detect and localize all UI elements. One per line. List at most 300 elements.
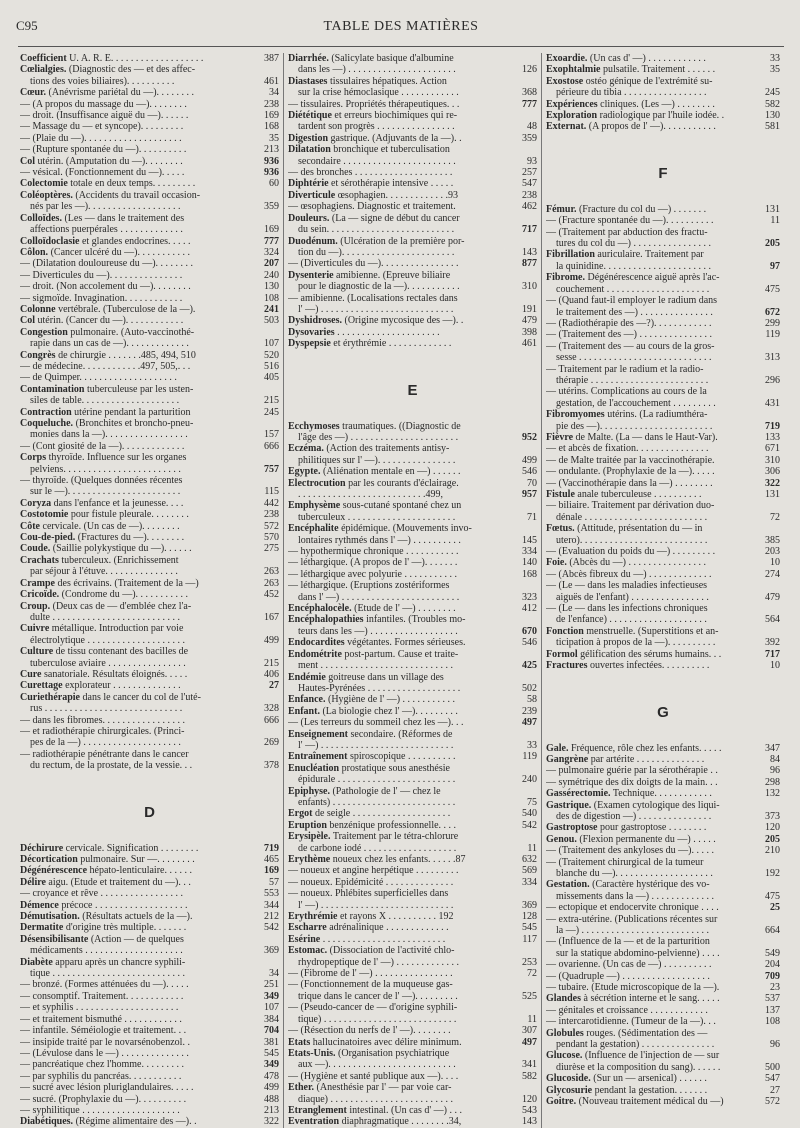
index-entry <box>20 749 279 760</box>
page-ref: 107 <box>264 338 279 350</box>
page-ref: 143 <box>522 246 537 258</box>
index-entry <box>20 498 279 509</box>
entry-text: missements dans la —) . . . . . . . . . . . . . <box>556 890 715 902</box>
page-ref: 70 <box>527 477 537 489</box>
entry-text: l' —) . . . . . . . . . . . . . . . . . . . . . . . . . . . <box>298 303 454 315</box>
entry-text: — (Traitement des — au cours de la gros- <box>546 340 715 352</box>
index-entry <box>20 1071 279 1082</box>
entry-text: Expériences cliniques. (Les —) . . . . . . . . <box>546 98 715 110</box>
index-entry <box>288 327 537 338</box>
section-letter: G <box>657 703 669 721</box>
page-ref: 516 <box>264 360 279 372</box>
index-entry <box>288 808 537 819</box>
page-ref: 72 <box>527 968 537 980</box>
entry-text: Exoardie. (Un cas d' —) . . . . . . . . . . . . <box>546 53 706 64</box>
page-ref: 546 <box>522 466 537 478</box>
entry-headword: Erysipèle. <box>288 831 331 843</box>
entry-text: Diabétiques. (Régime alimentaire des —). . <box>20 1116 197 1128</box>
page-ref: 57 <box>269 876 279 888</box>
entry-text: Erythème noueux chez les enfants. . . . . .87 <box>288 854 466 865</box>
entry-text: siles de table. . . . . . . . . . . . . . . . . . . . <box>30 395 180 407</box>
page-ref: 479 <box>522 315 537 327</box>
page-ref: 431 <box>765 397 780 409</box>
entry-text: pes de la —) . . . . . . . . . . . . . . . . . . . . <box>30 737 181 749</box>
index-entry <box>288 178 537 189</box>
page-ref: 547 <box>522 178 537 190</box>
index-entry <box>20 258 279 269</box>
index-entry <box>20 87 279 98</box>
index-entry <box>288 603 537 614</box>
page-ref: 168 <box>522 568 537 580</box>
index-entry-continuation <box>20 658 279 669</box>
index-entry <box>20 110 279 121</box>
page-ref: 192 <box>765 867 780 879</box>
page-header <box>16 18 786 46</box>
entry-headword: Côlon. <box>20 246 49 258</box>
index-entry <box>546 227 780 238</box>
page-ref: 497 <box>522 717 537 729</box>
index-entry <box>20 452 279 463</box>
index-entry <box>288 293 537 304</box>
entry-text: — infantile. Séméiologie et traitement. . . <box>20 1025 187 1037</box>
entry-text: Ergot de seigle . . . . . . . . . . . . . . . . . . . . <box>288 808 451 820</box>
page-ref: 60 <box>269 178 279 190</box>
index-entry <box>20 877 279 888</box>
index-entry <box>20 372 279 383</box>
index-entry <box>546 777 780 788</box>
index-entry <box>546 857 780 868</box>
page-ref: 499 <box>522 454 537 466</box>
entry-headword: Déchirure <box>20 842 64 854</box>
index-entry <box>546 834 780 845</box>
index-entry <box>288 258 537 269</box>
entry-text: — (Hygiène et santé publique aux —). . . . <box>288 1070 459 1082</box>
entry-headword: Eventration <box>288 1116 340 1128</box>
index-entry <box>20 236 279 247</box>
page-ref: 478 <box>264 1070 279 1082</box>
entry-text: — bronzé. (Formes atténuées du —). . . . . <box>20 979 189 991</box>
entry-text: périeure du tibia . . . . . . . . . . . . . . . . . <box>556 87 707 99</box>
entry-headword: Cricoïde. <box>20 589 60 601</box>
entry-text: Endémie goitreuse dans un village des <box>288 671 444 683</box>
page-ref: 757 <box>264 463 279 475</box>
index-entry <box>20 578 279 589</box>
entry-text: Cou-de-pied. (Fractures du —). . . . . . . . <box>20 532 185 544</box>
entry-text: — sucré avec lésion pluriglandulaires. . . . . <box>20 1082 194 1094</box>
index-entry <box>546 500 780 511</box>
index-entry <box>288 1105 537 1116</box>
entry-text: dans l' —) . . . . . . . . . . . . . . . . . . . . . . . . <box>298 591 460 603</box>
entry-text: pendant la gestation) . . . . . . . . . . . . . . . <box>556 1039 715 1051</box>
entry-headword: Enseignement <box>288 728 348 740</box>
entry-text: Fémur. (Fracture du col du —) . . . . . . . <box>546 203 707 215</box>
page-ref: 540 <box>522 808 537 820</box>
entry-headword: Dilatation <box>288 144 331 156</box>
entry-text: Délire aigu. (Etude et traitement du —). . . <box>20 876 191 888</box>
index-entry-continuation <box>288 1014 537 1025</box>
entry-text: Cœur. (Anévrisme pariétal du —). . . . . . . . <box>20 87 195 99</box>
entry-headword: Goitre. <box>546 1096 577 1108</box>
entry-headword: Exploration <box>546 110 598 122</box>
index-entry-continuation <box>288 489 537 500</box>
index-entry <box>20 623 279 634</box>
page-ref: 205 <box>765 833 780 845</box>
page-ref: 215 <box>264 657 279 669</box>
entry-text: — (Radiothérapie des —?). . . . . . . . . . . . <box>546 317 712 329</box>
index-entry <box>288 751 537 762</box>
entry-headword: Etats <box>288 1036 311 1048</box>
entry-text: Encéphalocèle. (Etude de l' —) . . . . . . . . <box>288 603 456 615</box>
entry-text: blanche du —). . . . . . . . . . . . . . . . . . . . <box>556 867 713 879</box>
index-entry-continuation <box>546 398 780 409</box>
entry-text: aux —). . . . . . . . . . . . . . . . . . . . . . . . . . <box>298 1059 456 1071</box>
index-entry <box>20 979 279 990</box>
entry-text: ticipation à propos de la —). . . . . . . . . . <box>556 637 716 649</box>
entry-text: — (Fracture spontanée du —). . . . . . . . . . <box>546 215 714 227</box>
entry-headword: Colloïdes. <box>20 212 62 224</box>
page-ref: 461 <box>522 338 537 350</box>
index-entry <box>288 649 537 660</box>
index-entry <box>20 1116 279 1127</box>
entry-text: enfants) . . . . . . . . . . . . . . . . . . . . . . . . . <box>298 796 456 808</box>
index-entry-continuation <box>288 843 537 854</box>
page-ref: 168 <box>264 121 279 133</box>
index-entry <box>288 717 537 728</box>
entry-headword: Egypte. <box>288 466 321 478</box>
page-ref: 475 <box>765 283 780 295</box>
entry-text: — Diverticules du —). . . . . . . . . . . . . . . <box>20 269 183 281</box>
index-columns <box>16 47 786 1128</box>
index-entry <box>288 922 537 933</box>
page-ref: 133 <box>765 431 780 443</box>
entry-text: dans les —) . . . . . . . . . . . . . . . . . . . . . . <box>298 64 456 76</box>
entry-headword: Cure <box>20 668 42 680</box>
index-entry-continuation <box>546 375 780 386</box>
index-entry <box>288 706 537 717</box>
entry-headword: Fibromyomes <box>546 409 605 421</box>
entry-text: — (Fibrome de l' —) . . . . . . . . . . . . . . . . <box>288 968 453 980</box>
index-entry <box>20 521 279 532</box>
entry-text: utero). . . . . . . . . . . . . . . . . . . . . . . . . . <box>556 534 708 546</box>
page-number: C95 <box>16 18 38 33</box>
entry-text: — (Traitement chirurgical de la tumeur <box>546 856 704 868</box>
entry-text: dénale . . . . . . . . . . . . . . . . . . . . . . . . . <box>556 511 708 523</box>
index-entry <box>546 982 780 993</box>
page-ref: 213 <box>264 144 279 156</box>
index-entry <box>288 1071 537 1082</box>
entry-text: de carbone iodé . . . . . . . . . . . . . . . . . . . <box>298 842 457 854</box>
entry-text: Globules rouges. (Sédimentation des — <box>546 1027 708 1039</box>
index-entry <box>20 1105 279 1116</box>
entry-headword: Délire <box>20 876 46 888</box>
page-ref: 97 <box>770 260 780 272</box>
page-ref: 298 <box>765 776 780 788</box>
page-ref: 520 <box>264 349 279 361</box>
index-entry-continuation <box>288 156 537 167</box>
entry-text: Cœlialgies. (Diagnostic des — et des affec- <box>20 64 196 76</box>
entry-text: trique dans le cancer de l' —). . . . . . . . . <box>298 990 458 1002</box>
index-entry <box>288 694 537 705</box>
page-ref: 368 <box>522 87 537 99</box>
page-ref: 132 <box>765 788 780 800</box>
page-ref: 385 <box>765 534 780 546</box>
page-ref: 34 <box>269 968 279 980</box>
page-ref: 25 <box>770 902 780 914</box>
entry-text: Démutisation. (Résultats actuels de la —). <box>20 911 193 923</box>
entry-headword: Fibrome. <box>546 272 585 284</box>
index-entry <box>546 53 780 64</box>
entry-text: Corps thyroïde. Influence sur les organes <box>20 452 187 464</box>
entry-text: — droit. (Insuffisance aiguë du —). . . . . . <box>20 110 189 122</box>
page-ref: 569 <box>522 865 537 877</box>
entry-headword: Dyspepsie <box>288 338 331 350</box>
entry-headword: Culture <box>20 646 54 658</box>
entry-headword: Gassérectomie. <box>546 788 611 800</box>
index-entry <box>546 569 780 580</box>
entry-text: Gale. Fréquence, rôle chez les enfants. . . . . <box>546 742 722 754</box>
page-ref: 373 <box>765 810 780 822</box>
entry-text: Fonction menstruelle. (Superstitions et an- <box>546 625 719 637</box>
entry-headword: Coude. <box>20 543 51 555</box>
page-ref: 717 <box>765 648 780 660</box>
section-letter: D <box>144 803 155 821</box>
page-ref: 322 <box>765 477 780 489</box>
entry-headword: Endocardites <box>288 637 345 649</box>
entry-headword: Genou. <box>546 833 577 845</box>
entry-text: électrolytique . . . . . . . . . . . . . . . . . . . . <box>30 634 185 646</box>
entry-text: Endocardites végétantes. Formes sérieuses. <box>288 637 466 649</box>
page-ref: 117 <box>522 933 537 945</box>
entry-text: Enfance. (Hygiène de l' —) . . . . . . . . . . . <box>288 694 456 706</box>
index-entry <box>546 788 780 799</box>
page-ref: 582 <box>522 1070 537 1082</box>
index-entry <box>20 957 279 968</box>
page-ref: 48 <box>527 121 537 133</box>
entry-headword: Ecchymoses <box>288 420 340 432</box>
index-entry <box>20 854 279 865</box>
index-entry <box>546 936 780 947</box>
index-entry <box>546 432 780 443</box>
entry-text: — (A propos du massage du —). . . . . . . . <box>20 98 187 110</box>
entry-headword: Glucoside. <box>546 1073 591 1085</box>
index-entry-continuation <box>546 811 780 822</box>
entry-headword: Erythrémie <box>288 911 338 923</box>
index-entry <box>546 822 780 833</box>
entry-text: Duodénum. (Ulcération de la première por- <box>288 235 465 247</box>
index-entry <box>288 190 537 201</box>
page-ref: 245 <box>765 87 780 99</box>
entry-text: Exostose ostéo génique de l'extrémité su- <box>546 75 713 87</box>
entry-headword: Electrocution <box>288 477 346 489</box>
index-entry <box>20 911 279 922</box>
page-ref: 542 <box>264 922 279 934</box>
entry-headword: Ether. <box>288 1082 315 1094</box>
entry-text: — pancréatique chez l'homme. . . . . . . . . <box>20 1059 184 1071</box>
entry-text: tuberculeux . . . . . . . . . . . . . . . . . . . . . . <box>298 511 456 523</box>
entry-headword: Contamination <box>20 383 85 395</box>
index-entry-continuation <box>546 307 780 318</box>
page-ref: 670 <box>522 625 537 637</box>
index-entry-continuation <box>288 64 537 75</box>
page-ref: 398 <box>522 326 537 338</box>
entry-text: Dysovaries . . . . . . . . . . . . . . . . . . . . . <box>288 326 440 338</box>
entry-text: pelviens. . . . . . . . . . . . . . . . . . . . . . . . <box>30 463 181 475</box>
index-entry <box>546 649 780 660</box>
page-ref: 461 <box>264 75 279 87</box>
page-ref: 582 <box>765 98 780 110</box>
entry-headword: Glandes <box>546 993 582 1005</box>
index-entry <box>288 213 537 224</box>
entry-text: tardent son progrès . . . . . . . . . . . . . . . . <box>298 121 455 133</box>
entry-text: Fibromyomes utérins. (La radiumthéra- <box>546 409 708 421</box>
index-entry <box>546 329 780 340</box>
entry-headword: Epiphyse. <box>288 785 330 797</box>
page-ref: 72 <box>770 511 780 523</box>
index-entry <box>546 557 780 568</box>
entry-headword: Fibrillation <box>546 249 595 261</box>
entry-text: — tissulaires. Propriétés thérapeutiques. . . <box>288 98 460 110</box>
page-ref: 572 <box>264 520 279 532</box>
page-ref: 10 <box>770 557 780 569</box>
entry-headword: Coefficient <box>20 53 67 64</box>
entry-text: Cure sanatoriale. Résultats éloignés. . . . . <box>20 668 188 680</box>
index-entry <box>20 900 279 911</box>
entry-text: Démence précoce . . . . . . . . . . . . . . . . . . . <box>20 899 188 911</box>
index-entry-continuation <box>288 1094 537 1105</box>
entry-text: — noueux et angine herpétique . . . . . . . . . <box>288 865 459 877</box>
index-entry <box>546 318 780 329</box>
page-ref: 936 <box>264 155 279 167</box>
page-ref: 191 <box>522 303 537 315</box>
entry-headword: Entraînement <box>288 751 348 763</box>
entry-text: — syphilitique . . . . . . . . . . . . . . . . . . . . <box>20 1104 180 1116</box>
page-ref: 126 <box>522 64 537 76</box>
index-entry-continuation <box>546 1039 780 1050</box>
index-entry <box>546 754 780 765</box>
index-entry <box>288 110 537 121</box>
entry-text: — extra-utérine. (Publications récentes sur <box>546 913 718 925</box>
page-ref: 671 <box>765 443 780 455</box>
entry-headword: Encéphalite <box>288 523 339 535</box>
index-entry <box>546 64 780 75</box>
entry-text: — sucré. (Prophylaxie du —). . . . . . . . . . <box>20 1093 187 1105</box>
entry-headword: Etats-Unis. <box>288 1047 336 1059</box>
index-entry <box>20 167 279 178</box>
page-ref: 719 <box>765 420 780 432</box>
index-entry-continuation <box>288 900 537 911</box>
entry-headword: Endémie <box>288 671 326 683</box>
page-ref: 299 <box>765 317 780 329</box>
index-entry-continuation <box>20 76 279 87</box>
entry-headword: Crachats <box>20 554 59 566</box>
page-ref: 169 <box>264 110 279 122</box>
entry-text: Crampe des écrivains. (Traitement de la —) <box>20 577 199 589</box>
index-entry <box>20 1014 279 1025</box>
entry-headword: Enfant. <box>288 705 320 717</box>
entry-text: Dyspepsie et érythrémie . . . . . . . . . . . . . <box>288 338 452 350</box>
index-entry-continuation <box>288 512 537 523</box>
page-ref: 130 <box>264 281 279 293</box>
index-entry-continuation <box>20 395 279 406</box>
entry-text: — ectopique et endocervite chronique . . . . <box>546 902 719 914</box>
page-ref: 499 <box>264 634 279 646</box>
index-entry <box>20 247 279 258</box>
index-entry <box>288 637 537 648</box>
entry-text: — par syphilis du pancréas. . . . . . . . . . . <box>20 1070 182 1082</box>
entry-text: Formol gélification des sérums humains. . . <box>546 648 722 660</box>
page-ref: 115 <box>264 486 279 498</box>
entry-headword: Dégénérescence <box>20 865 88 877</box>
entry-headword: Digestion <box>288 132 328 144</box>
index-entry <box>20 1037 279 1048</box>
index-entry <box>288 1082 537 1093</box>
index-entry-continuation <box>20 760 279 771</box>
page-ref: 169 <box>264 224 279 236</box>
page-ref: 257 <box>522 167 537 179</box>
index-entry-continuation <box>288 660 537 671</box>
entry-text: Escharre adrénalinique . . . . . . . . . . . . . <box>288 922 449 934</box>
entry-text: Gangrène par artérite . . . . . . . . . . . . . . <box>546 753 705 765</box>
index-entry <box>546 1016 780 1027</box>
entry-headword: Encéphalopathies <box>288 614 364 626</box>
index-entry <box>20 1048 279 1059</box>
page-ref: 412 <box>522 603 537 615</box>
entry-headword: Colloïdoclasie <box>20 235 80 247</box>
entry-text: Enfant. (La biologie chez l' —). . . . . . . . . <box>288 705 458 717</box>
index-entry <box>20 669 279 680</box>
page-ref: 462 <box>522 201 537 213</box>
entry-text: Ecchymoses traumatiques. ((Diagnostic de <box>288 420 461 432</box>
entry-headword: Gangrène <box>546 753 589 765</box>
index-entry <box>546 959 780 970</box>
entry-text: — (Cont giosité de la —). . . . . . . . . . . . . <box>20 440 185 452</box>
entry-text: Hautes-Pyrénées . . . . . . . . . . . . . . . . . . . <box>298 682 461 694</box>
index-entry <box>288 443 537 454</box>
index-column-1 <box>16 53 284 1128</box>
page-ref: 344 <box>264 899 279 911</box>
entry-text: Colloïdes. (Les — dans le traitement des <box>20 212 185 224</box>
entry-text: — léthargique avec polyurie . . . . . . . . . . . <box>288 568 457 580</box>
entry-text: Fibrillation auriculaire. Traitement par <box>546 249 704 261</box>
index-entry <box>288 729 537 740</box>
entry-headword: Curiethérapie <box>20 691 80 703</box>
index-entry <box>546 249 780 260</box>
entry-text: — (Plaie du —). . . . . . . . . . . . . . . . . . . . <box>20 132 182 144</box>
page-ref: 452 <box>264 589 279 601</box>
page-ref: 545 <box>522 922 537 934</box>
entry-headword: Coléoptères. <box>20 189 73 201</box>
entry-headword: Cœlialgies. <box>20 64 67 76</box>
page-ref: 107 <box>264 1002 279 1014</box>
page-ref: 23 <box>770 982 780 994</box>
index-entry <box>288 53 537 64</box>
entry-text: Goitre. (Nouveau traitement médical du —) <box>546 1096 724 1108</box>
entry-headword: Congestion <box>20 326 68 338</box>
entry-text: — (Quand faut-il employer le radium dans <box>546 295 718 307</box>
index-entry <box>20 121 279 132</box>
entry-text: Congrès de chirurgie . . . . . . .485, 494, 510 <box>20 349 196 361</box>
index-entry <box>288 478 537 489</box>
entry-text: — (Influence de la — et de la parturition <box>546 936 710 948</box>
index-entry <box>546 523 780 534</box>
index-entry-continuation <box>546 637 780 648</box>
page-ref: 323 <box>522 591 537 603</box>
page-ref: 238 <box>264 509 279 521</box>
page-ref: 936 <box>264 167 279 179</box>
index-entry <box>546 1028 780 1039</box>
entry-text: — ovarienne. (Un cas de —) . . . . . . . . . . <box>546 959 712 971</box>
entry-headword: Col <box>20 155 35 167</box>
